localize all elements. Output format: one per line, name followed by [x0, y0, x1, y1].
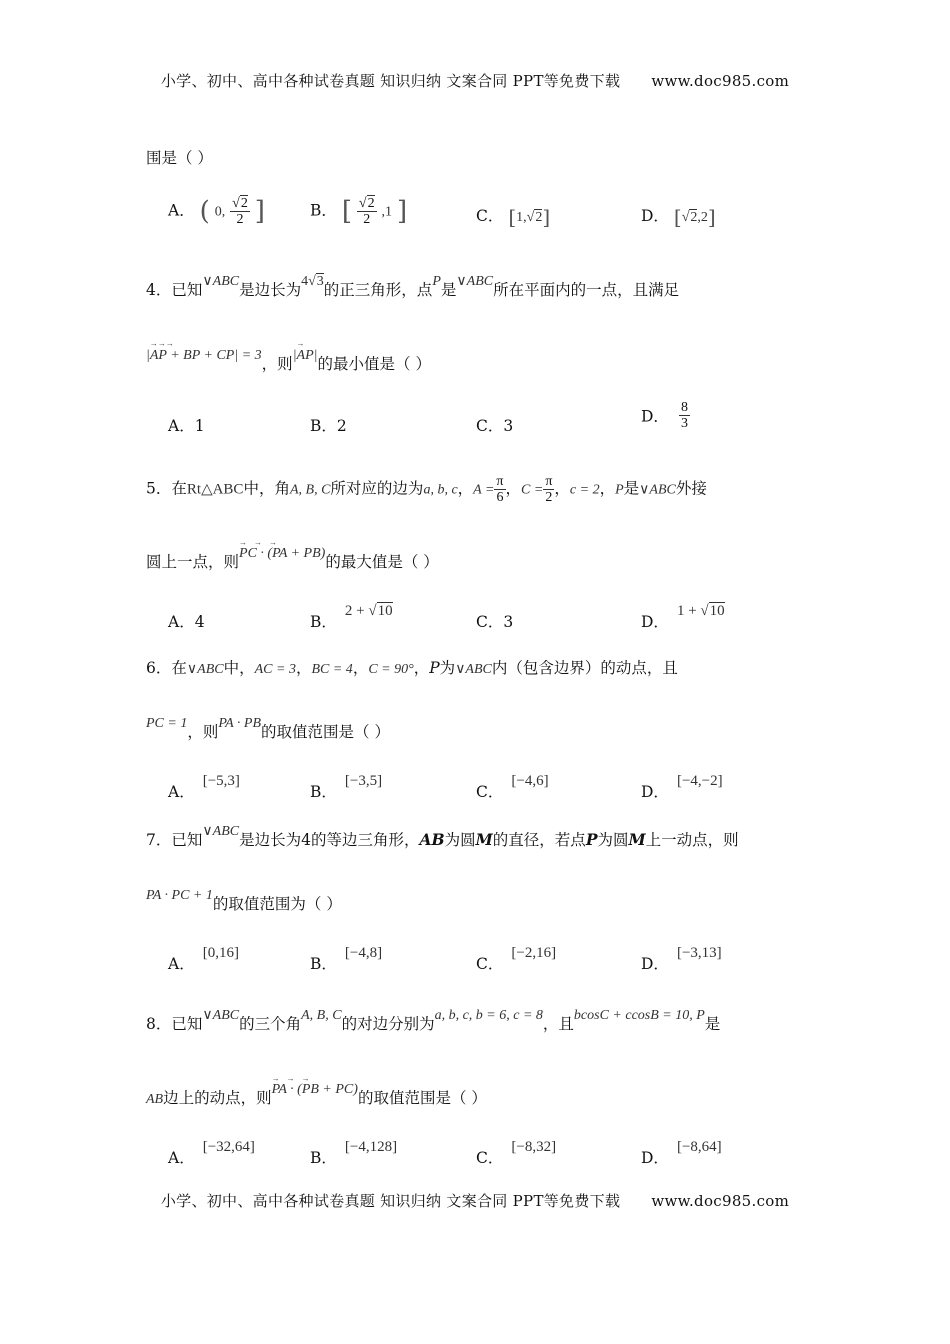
q8-option-d[interactable]	[641, 1139, 722, 1168]
q6-math: BC = 4	[311, 662, 353, 677]
q7-option-d-value: [−3,13]	[676, 945, 722, 961]
q4-text: 的正三角形，点	[323, 281, 433, 299]
q5-frac-a	[494, 474, 505, 505]
q8-option-b-range: −4,128	[349, 1139, 393, 1155]
right-bracket-glyph: ]	[542, 205, 551, 229]
q6-option-a-label: A．	[168, 783, 195, 801]
q8-option-d-range: −8,64	[681, 1139, 717, 1155]
vector-arrow-marks: → → →	[239, 538, 277, 547]
q5-math: P	[615, 482, 624, 498]
q4-text: ，则	[261, 355, 293, 373]
q5-sep: ，	[554, 479, 570, 498]
q6-sep: ，	[413, 659, 430, 677]
q4-math: P	[432, 274, 441, 289]
q8-expression	[271, 1074, 358, 1098]
q3-option-b-frac: $\frac{√2}{2}$	[358, 196, 375, 227]
q3-option-b[interactable]	[310, 196, 407, 227]
q5-sep: ，	[457, 479, 474, 498]
q3-option-c-sqrt: 2	[535, 210, 543, 225]
q4-option-d-den: 3	[680, 416, 688, 431]
q6-math: AC = 3	[254, 662, 296, 677]
q5-option-b-value: 2 + √10	[344, 603, 393, 619]
q7-text: 上一动点，则	[645, 831, 739, 849]
q8-option-c-range: −8,32	[516, 1139, 552, 1155]
q6-sep: ，	[295, 659, 312, 677]
q8-option-b[interactable]	[310, 1139, 398, 1168]
q7-text: 为圆	[597, 831, 629, 849]
right-bracket-glyph: ]	[396, 196, 408, 227]
q6-math: C = 90°	[368, 662, 414, 677]
q7-text: 的直径，若点	[492, 831, 586, 849]
q6-option-c-value: [−4,6]	[511, 773, 549, 789]
q4-text: 的最小值是（ ）	[317, 355, 431, 373]
q3-option-d-label: D．	[641, 207, 669, 225]
q7-text: M	[475, 830, 493, 849]
q8-text: 的三个角	[239, 1015, 302, 1033]
q8-text: 已知	[171, 1015, 203, 1033]
q6-text: ，则	[187, 723, 219, 741]
q5-option-d-value: 1 + √10	[676, 603, 725, 619]
q6-option-c[interactable]	[476, 773, 549, 802]
q7-option-c-range: −2,16	[516, 945, 552, 961]
q5-option-b-pre: 2 +	[344, 603, 369, 619]
q5-text: 所对应的边为	[330, 479, 424, 498]
q5-text: 外接	[675, 479, 707, 498]
q5-option-d-pre: 1 +	[676, 603, 701, 619]
right-bracket-glyph: ]	[707, 205, 716, 229]
q4-math: ∨ABC	[202, 274, 240, 289]
q8-number: 8．	[146, 1015, 172, 1033]
q5-stem-line1	[146, 474, 707, 505]
q6-text: 的取值范围是（ ）	[261, 723, 390, 741]
vector-arrow-marks: →	[296, 339, 304, 348]
q7-stem-line2	[146, 888, 342, 914]
q6-math: ∨ABC	[455, 662, 492, 677]
q5-option-a-label: A．	[168, 613, 195, 631]
q6-option-d-label: D．	[641, 783, 669, 801]
q6-option-c-range: −4,6	[516, 773, 544, 789]
q3-option-b-post: ,1	[381, 204, 393, 220]
q7-text: 是边长为4的等边三角形，	[239, 831, 420, 849]
q6-math: PA · PB	[218, 716, 262, 731]
q5-option-b-sqrt: 10	[377, 603, 393, 619]
q3-option-a-label: A．	[168, 201, 195, 220]
q7-text: AB	[419, 830, 445, 849]
q5-math: A, B, C	[289, 482, 331, 498]
q7-option-c[interactable]	[476, 945, 557, 974]
q7-math: PA · PC + 1	[146, 888, 213, 903]
q3-option-a-pre: 0,	[214, 204, 226, 220]
q8-math: ∨ABC	[202, 1008, 240, 1023]
page-header	[0, 70, 950, 91]
q6-sep: ，	[352, 659, 369, 677]
q3-option-a[interactable]	[168, 196, 265, 227]
q3-option-d-post: ,2	[697, 210, 708, 225]
q8-option-a-range: −32,64	[207, 1139, 250, 1155]
q8-option-b-label: B．	[310, 1149, 337, 1167]
left-bracket-glyph: [	[508, 205, 517, 229]
q4-option-a-value: 1	[194, 417, 205, 435]
q3-option-c-label: C．	[476, 207, 504, 225]
q4-vector-sum: AP + BP + CP	[149, 348, 235, 363]
q4-option-b-value: 2	[336, 417, 347, 435]
q4-option-c-value: 3	[503, 417, 514, 435]
q4-stem-line1	[146, 274, 680, 300]
q4-option-d-num: 8	[680, 400, 688, 415]
q6-option-a[interactable]	[168, 773, 240, 802]
q7-option-b-label: B．	[310, 955, 337, 973]
q4-target: | → AP|	[292, 339, 318, 363]
q8-text: 边上的动点，则	[163, 1089, 272, 1107]
q5-math: c = 2	[569, 482, 600, 498]
q6-math: ∨ABC	[186, 662, 224, 677]
q3-tail	[146, 146, 213, 168]
q4-option-d-label: D．	[641, 407, 669, 426]
q6-option-b-value: [−3,5]	[344, 773, 383, 789]
q8-stem-line1	[146, 1008, 721, 1034]
q7-option-b-value: [−4,8]	[344, 945, 383, 961]
q8-option-b-value: [−4,128]	[344, 1139, 398, 1155]
q8-option-c-value: [−8,32]	[511, 1139, 557, 1155]
q3-option-d[interactable]: D． [√2,2]	[641, 205, 716, 229]
q6-math: PC = 1	[146, 716, 188, 731]
q7-text: 的取值范围为（ ）	[212, 895, 342, 913]
q5-option-c[interactable]	[476, 610, 513, 632]
vector-arrow-marks: → → →	[271, 1074, 309, 1083]
q8-vector-expr: PA · (PB + PC)	[271, 1082, 358, 1097]
header-site: www.doc985.com	[651, 72, 790, 90]
q5-sep: ，	[599, 479, 616, 498]
left-bracket-glyph: [	[673, 205, 682, 229]
q5-option-a[interactable]	[168, 610, 205, 632]
q5-option-c-label: C．	[476, 613, 504, 631]
q4-text: 已知	[171, 281, 203, 299]
q5-option-b-label: B．	[310, 613, 337, 631]
q5-math: A =	[473, 482, 495, 498]
q5-frac-a-den: 6	[496, 490, 504, 505]
q5-option-d-sqrt: 10	[709, 603, 725, 619]
q5-math: ∨ABC	[639, 482, 676, 498]
q5-text: 圆上一点，则	[146, 553, 240, 571]
q7-text: M	[628, 830, 646, 849]
q8-math: A, B, C	[301, 1008, 342, 1023]
vector-arrow-marks: → → →	[149, 339, 173, 348]
q5-frac-a-num: π	[496, 474, 504, 489]
q6-option-b-range: −3,5	[349, 773, 378, 789]
q3-option-b-sqrt: 2	[367, 196, 375, 211]
q5-frac-c-num: π	[545, 474, 553, 489]
left-bracket-glyph: [	[341, 196, 352, 227]
q6-option-a-range: −5,3	[207, 773, 235, 789]
q4-side-coef: 4	[301, 274, 309, 289]
q5-expression	[239, 538, 326, 562]
q4-stem-line2	[146, 339, 431, 374]
q7-option-a[interactable]	[168, 945, 239, 974]
q8-option-a-label: A．	[168, 1149, 195, 1167]
q7-text: 已知	[171, 831, 203, 849]
q8-text: 的取值范围是（ ）	[357, 1089, 487, 1107]
q4-math: ∨ABC	[456, 274, 494, 289]
q8-math: a, b, c, b = 6, c = 8	[434, 1008, 543, 1023]
q5-frac-c	[543, 474, 554, 505]
footer-text: 小学、初中、高中各种试卷真题 知识归纳 文案合同 PPT等免费下载	[160, 1192, 621, 1210]
q4-vector-ap: AP	[296, 348, 314, 363]
q8-math: AB	[146, 1092, 164, 1107]
q4-option-a[interactable]	[168, 414, 205, 436]
q6-stem-line1	[146, 656, 678, 678]
q6-text: 内（包含边界）的动点，且	[491, 659, 678, 677]
q7-option-d[interactable]	[641, 945, 722, 974]
q7-text: P	[585, 830, 598, 849]
q7-text: 为圆	[444, 831, 476, 849]
q8-option-d-value: [−8,64]	[676, 1139, 722, 1155]
q3-option-a-sqrt: 2	[240, 196, 248, 211]
q4-side-sqrt: 3	[316, 274, 324, 289]
q7-option-b-range: −4,8	[349, 945, 378, 961]
q8-option-c[interactable]	[476, 1139, 557, 1168]
q5-sep: ，	[505, 479, 522, 498]
q5-math: a, b, c	[423, 482, 458, 498]
q6-text: 在	[171, 659, 187, 677]
q4-text: 是	[440, 281, 457, 299]
q8-text: 是	[704, 1015, 721, 1033]
header-text: 小学、初中、高中各种试卷真题 知识归纳 文案合同 PPT等免费下载	[160, 72, 621, 90]
q3-tail-text: 围是（ ）	[146, 149, 213, 167]
q8-option-c-label: C．	[476, 1149, 504, 1167]
q5-math: C =	[521, 482, 544, 498]
q8-option-a-value: [−32,64]	[202, 1139, 255, 1155]
q5-option-a-value: 4	[194, 613, 205, 631]
q4-math-side: 4√3	[301, 274, 324, 289]
q7-stem-line1	[146, 824, 739, 850]
q5-option-d[interactable]	[641, 603, 725, 632]
q6-option-b[interactable]	[310, 773, 383, 802]
q7-option-a-value: [0,16]	[202, 945, 239, 961]
q5-text: 是	[623, 479, 640, 498]
q7-option-a-range: 0,16	[207, 945, 234, 961]
q3-option-c[interactable]: C． [1,√2]	[476, 205, 551, 229]
q7-option-c-value: [−2,16]	[511, 945, 557, 961]
q7-math: ∨ABC	[202, 824, 240, 839]
q6-option-b-label: B．	[310, 783, 337, 801]
q8-stem-line2	[146, 1074, 487, 1108]
q6-option-c-label: C．	[476, 783, 504, 801]
q5-math: Rt△ABC	[186, 481, 244, 498]
page-footer	[0, 1190, 950, 1211]
q4-option-d-frac	[679, 400, 690, 431]
q7-option-d-range: −3,13	[681, 945, 717, 961]
q4-option-b[interactable]	[310, 414, 347, 436]
q7-option-b[interactable]	[310, 945, 383, 974]
q8-text: 的对边分别为	[341, 1015, 435, 1033]
q5-frac-c-den: 2	[545, 490, 553, 505]
q4-option-a-label: A．	[168, 417, 195, 435]
q4-text: 所在平面内的一点，且满足	[493, 281, 680, 299]
q4-number: 4．	[146, 281, 172, 299]
q6-text: P	[429, 659, 440, 677]
q3-option-a-frac: $\frac{√2}{2}$	[232, 196, 248, 227]
q6-number: 6．	[146, 659, 172, 677]
q8-math: bcosC + ccosB = 10, P	[573, 1008, 705, 1023]
q4-text: 是边长为	[239, 281, 302, 299]
q8-text: ，且	[542, 1015, 574, 1033]
q6-option-a-value: [−5,3]	[202, 773, 240, 789]
q5-stem-line2	[146, 538, 439, 572]
q4-condition-eq: = 3	[238, 348, 262, 363]
q6-text: 中，	[223, 659, 255, 677]
q7-option-a-label: A．	[168, 955, 195, 973]
q5-option-d-label: D．	[641, 613, 669, 631]
q5-text: 的最大值是（ ）	[325, 553, 439, 571]
q7-number: 7．	[146, 831, 172, 849]
q5-option-b[interactable]	[310, 603, 393, 632]
q7-option-d-label: D．	[641, 955, 669, 973]
q3-option-b-den: 2	[363, 212, 371, 227]
left-paren-glyph: (	[199, 196, 210, 227]
q8-option-d-label: D．	[641, 1149, 669, 1167]
right-bracket-glyph: ]	[254, 196, 265, 227]
q4-condition: | → → → AP + BP + CP| = 3	[146, 339, 262, 363]
q6-option-d-value: [−4,−2]	[676, 773, 723, 789]
q8-option-a[interactable]	[168, 1139, 255, 1168]
footer-site: www.doc985.com	[651, 1192, 790, 1210]
q5-text: 在	[171, 479, 187, 498]
q3-option-b-label: B．	[310, 201, 337, 220]
q3-option-d-sqrt: 2	[690, 210, 698, 225]
q3-option-c-pre: 1,	[516, 210, 527, 225]
q5-text: 中，角	[243, 479, 290, 498]
q6-option-d-range: −4,−2	[681, 773, 718, 789]
q4-option-d[interactable]	[641, 400, 690, 431]
q6-option-d[interactable]	[641, 773, 723, 802]
q4-option-c[interactable]	[476, 414, 513, 436]
q6-text: 为	[439, 659, 456, 677]
q6-stem-line2	[146, 716, 390, 742]
q5-option-c-value: 3	[503, 613, 514, 631]
q7-option-c-label: C．	[476, 955, 504, 973]
q5-number: 5．	[146, 479, 172, 498]
q3-option-a-den: 2	[236, 212, 244, 227]
q4-option-c-label: C．	[476, 417, 504, 435]
q4-option-b-label: B．	[310, 417, 337, 435]
q5-vector-expr: PC · (PA + PB)	[239, 546, 326, 561]
